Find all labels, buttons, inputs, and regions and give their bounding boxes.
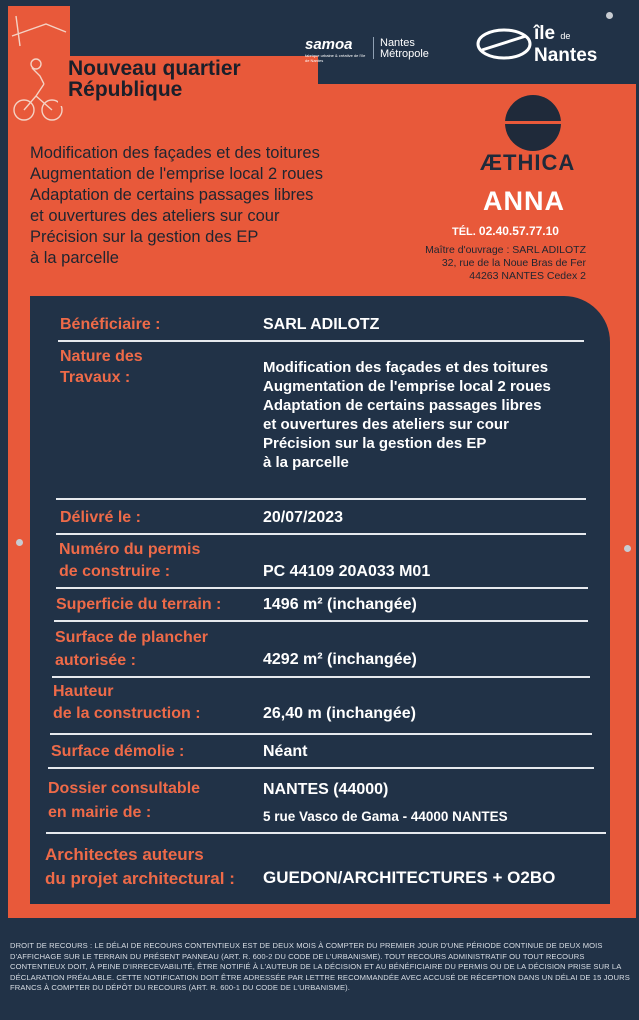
demolie-label: Surface démolie : [51,743,185,760]
divider [52,676,590,678]
nature-line: Augmentation de l'emprise local 2 roues [263,378,551,395]
divider [48,767,594,769]
page-title [58,56,318,106]
ile-de-nantes-logo [534,24,597,65]
tel-number: 02.40.57.77.10 [478,224,559,238]
nature-line: et ouvertures des ateliers sur cour [263,416,509,433]
plancher-label-line: autorisée : [55,652,136,669]
permis-label-line: Numéro du permis [59,541,201,558]
architectes-label [45,843,235,891]
nature-line: Précision sur la gestion des EP [263,435,487,452]
beneficiaire-value: SARL ADILOTZ [263,316,380,333]
architectes-label-line: du projet architectural : [45,869,235,888]
logo-divider [373,37,374,59]
permis-label-line: de construire : [59,563,171,580]
plancher-label [55,626,208,672]
divider [50,733,592,735]
dossier-label-line: en mairie de : [48,804,152,821]
ile-logo-word: île [534,23,556,44]
telephone [452,224,559,238]
hauteur-label-line: Hauteur [53,683,114,700]
ile-logo-de: de [560,31,571,41]
owner-line: 32, rue de la Noue Bras de Fer [441,257,586,269]
screw-icon [624,545,631,552]
samoa-logo-sub: fabrique urbaine & créative de l'île de Nantes [305,53,366,63]
hauteur-value: 26,40 m (inchangée) [263,705,416,722]
intro-line: Précision sur la gestion des EP [30,228,259,246]
legal-notice: DROIT DE RECOURS : LE DÉLAI DE RECOURS CONTENTIEUX EST DE DEUX MOIS À COMPTER DU PREMIER JOUR D'UNE PÉRIODE CONTINUE DE DEUX MOIS D'AFFICHAGE SUR LE TERRAIN DU PRÉSENT PANNEAU (ART. R. 600-2 DU CODE DE L'URBANISME). TOUT RECOURS ADMINISTRATIF OU TOUT RECOURS CONTENTIEUX DOIT, À PEINE D'IRRECEVABILITÉ, ÊTRE NOTIFIÉ À L'AUTEUR DE LA DÉCISION ET AU BÉNÉFICIAIRE DU PERMIS OU DE LA DÉCISION PRISE SUR LA DÉCLARATION PRÉALABLE. CETTE NOTIFICATION DOIT ÊTRE ADRESSÉE PAR LETTRE RECOMMANDÉE AVEC ACCUSÉ DE RÉCEPTION DANS UN DÉLAI DE 15 JOURS FRANCS À COMPTER DU DÉPÔT DU RECOURS (ART. R. 600-1 DU CODE DE L'URBANISME). [10,941,630,993]
delivre-label: Délivré le : [60,509,141,526]
intro-line: à la parcelle [30,249,119,267]
title-line-1: Nouveau quartier [68,57,241,80]
dossier-label-line: Dossier consultable [48,780,201,797]
screw-icon [16,539,23,546]
superficie-label: Superficie du terrain : [56,596,222,613]
permis-value: PC 44109 20A033 M01 [263,563,431,580]
intro-line: Modification des façades et des toitures [30,144,320,162]
tel-prefix: TÉL. [452,226,476,238]
nature-label-line: Travaux : [60,369,131,386]
samoa-logo [305,36,367,63]
divider [56,498,586,500]
aethica-emblem-icon [505,95,561,151]
dossier-address: 5 rue Vasco de Gama - 44000 NANTES [263,809,508,824]
intro-line: et ouvertures des ateliers sur cour [30,207,280,225]
ile-logo-city: Nantes [534,45,598,66]
intro-line: Adaptation de certains passages libres [30,186,314,204]
title-line-2: République [68,78,183,101]
beneficiaire-label: Bénéficiaire : [60,316,161,333]
intro-line: Augmentation de l'emprise local 2 roues [30,165,323,183]
ile-de-nantes-wave-icon [474,24,534,64]
divider [46,832,606,834]
hauteur-label [53,681,201,725]
project-name: ANNA [483,186,565,216]
owner-line: Maître d'ouvrage : SARL ADILOTZ [425,244,586,256]
metropole-logo-text: Nantes Métropole [380,37,429,60]
owner-address [398,244,586,283]
delivre-value: 20/07/2023 [263,509,344,526]
nature-value [263,358,551,472]
architectes-value: GUEDON/ARCHITECTURES + O2BO [263,868,556,887]
divider [56,533,586,535]
nature-label [60,346,143,388]
dossier-label [48,777,200,825]
superficie-value: 1496 m² (inchangée) [263,596,417,613]
permis-label [59,539,200,583]
nature-line: à la parcelle [263,454,349,471]
hauteur-label-line: de la construction : [53,705,201,722]
nature-line: Adaptation de certains passages libres [263,397,542,414]
dossier-value: NANTES (44000) [263,781,389,798]
nature-label-line: Nature des [60,348,143,365]
architectes-label-line: Architectes auteurs [45,845,204,864]
nature-line: Modification des façades et des toitures [263,359,549,376]
plancher-value: 4292 m² (inchangée) [263,651,417,668]
plancher-label-line: Surface de plancher [55,629,208,646]
samoa-logo-text: samoa [305,36,353,53]
aethica-logo: ÆTHICA [480,150,576,175]
divider [58,340,584,342]
demolie-value: Néant [263,743,308,760]
intro-description [30,143,323,269]
screw-icon [606,12,613,19]
nantes-metropole-logo [380,38,458,60]
divider [56,587,588,589]
owner-line: 44263 NANTES Cedex 2 [469,270,586,282]
divider [54,620,588,622]
